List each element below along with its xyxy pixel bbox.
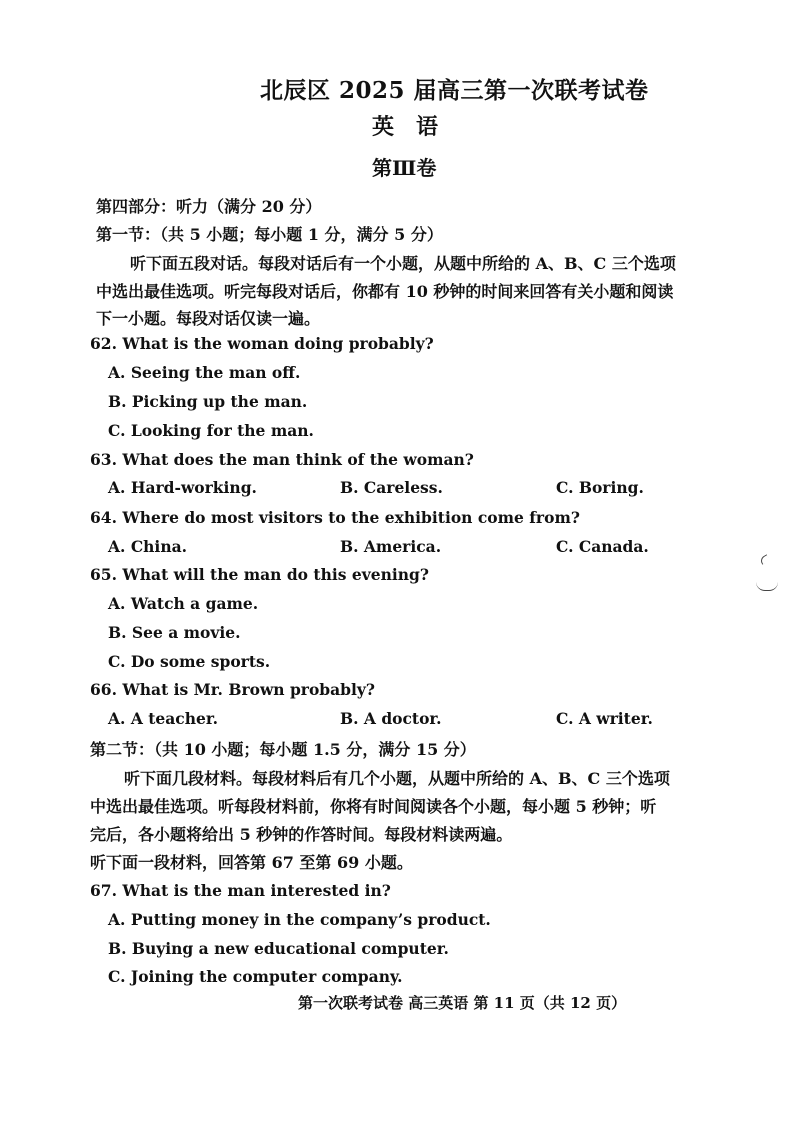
question-63-option-a: A. Hard-working. — [108, 478, 257, 497]
section1-heading: 第一节：（共 5 小题；每小题 1 分，满分 5 分） — [96, 225, 443, 244]
question-62-option-b: B. Picking up the man. — [108, 392, 308, 411]
question-62: 62. What is the woman doing probably? — [90, 334, 434, 353]
question-63: 63. What does the man think of the woman? — [90, 450, 474, 469]
section2-heading: 第二节：（共 10 小题；每小题 1.5 分，满分 15 分） — [90, 740, 476, 759]
scan-mark-bottom — [756, 582, 778, 591]
question-65-option-b: B. See a movie. — [108, 623, 241, 642]
subject-title: 英语 — [372, 114, 461, 140]
section2-instructions-line2: 中选出最佳选项。听每段材料前，你将有时间阅读各个小题，每小题 5 秒钟；听 — [90, 797, 657, 816]
material-note: 听下面一段材料，回答第 67 至第 69 小题。 — [90, 853, 413, 872]
question-64-option-c: C. Canada. — [556, 537, 649, 556]
volume-title: 第Ⅲ卷 — [372, 156, 437, 180]
section2-instructions-line3: 完后，各小题将给出 5 秒钟的作答时间。每段材料读两遍。 — [90, 825, 513, 844]
scan-mark-top — [759, 554, 770, 565]
question-65: 65. What will the man do this evening? — [90, 565, 429, 584]
question-66-option-c: C. A writer. — [556, 709, 653, 728]
question-67-option-b: B. Buying a new educational computer. — [108, 939, 449, 958]
question-64-option-b: B. America. — [340, 537, 442, 556]
question-64: 64. Where do most visitors to the exhibition come from? — [90, 508, 580, 527]
question-65-option-c: C. Do some sports. — [108, 652, 271, 671]
question-62-option-a: A. Seeing the man off. — [108, 363, 301, 382]
exam-title: 北辰区 2025 届高三第一次联考试卷 — [260, 77, 649, 104]
question-63-option-c: C. Boring. — [556, 478, 644, 497]
section1-instructions-line2: 中选出最佳选项。听完每段对话后，你都有 10 秒钟的时间来回答有关小题和阅读 — [96, 282, 674, 301]
question-67-option-c: C. Joining the computer company. — [108, 967, 403, 986]
question-66-option-a: A. A teacher. — [108, 709, 219, 728]
question-62-option-c: C. Looking for the man. — [108, 421, 314, 440]
section1-instructions-line3: 下一小题。每段对话仅读一遍。 — [96, 309, 321, 328]
question-67-option-a: A. Putting money in the company’s product. — [108, 910, 491, 929]
question-66-option-b: B. A doctor. — [340, 709, 442, 728]
part4-heading: 第四部分：听力（满分 20 分） — [96, 197, 322, 216]
question-64-option-a: A. China. — [108, 537, 188, 556]
question-66: 66. What is Mr. Brown probably? — [90, 680, 375, 699]
page-footer: 第一次联考试卷 高三英语 第 11 页（共 12 页） — [298, 994, 627, 1012]
question-63-option-b: B. Careless. — [340, 478, 443, 497]
question-65-option-a: A. Watch a game. — [108, 594, 259, 613]
section1-instructions-line1: 听下面五段对话。每段对话后有一个小题，从题中所给的 A、B、C 三个选项 — [130, 254, 676, 273]
question-67: 67. What is the man interested in? — [90, 881, 391, 900]
section2-instructions-line1: 听下面几段材料。每段材料后有几个小题，从题中所给的 A、B、C 三个选项 — [124, 769, 670, 788]
